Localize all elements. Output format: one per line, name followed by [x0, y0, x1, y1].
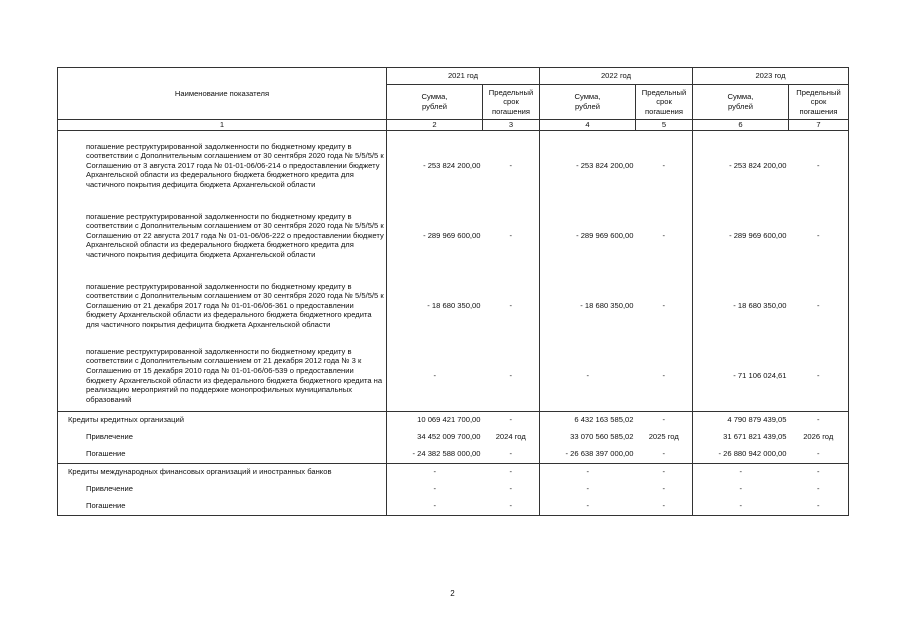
- term-cell: -: [483, 271, 540, 341]
- col-number: 7: [789, 120, 849, 131]
- term-cell: 2026 год: [789, 429, 849, 446]
- table-row: [58, 446, 849, 464]
- sum-cell: - 18 680 350,00: [580, 300, 634, 310]
- term-cell: 2024 год: [483, 429, 540, 446]
- row-label: погашение реструктурированной задолженности по бюджетному кредиту в соответствии с Дополнительным соглашением от 30 сентября 2020 года № 5/5/5/5 к Соглашению от 3 августа 2017 года № 01-01-06/06-214 о предоставлении бюджету Архангельской области из федерального бюджета бюджетного кредита для частичного покрытия дефицита бюджета Архангельской области: [58, 130, 387, 201]
- header-year-2023: 2023 год: [693, 68, 849, 85]
- sum-cell: - 253 824 200,00: [693, 130, 789, 201]
- term-cell: -: [789, 271, 849, 341]
- sum-cell: -: [433, 501, 437, 511]
- sum-cell: - 18 680 350,00: [427, 300, 481, 310]
- col-number: 4: [540, 120, 636, 131]
- sum-cell: - 24 382 588 000,00: [412, 449, 481, 459]
- term-cell: -: [483, 463, 540, 481]
- term-cell: -: [789, 498, 849, 516]
- sum-cell: - 289 969 600,00: [423, 230, 481, 240]
- sum-cell: -: [540, 463, 636, 481]
- row-label: Кредиты кредитных организаций: [58, 411, 387, 429]
- term-cell: -: [789, 130, 849, 201]
- term-cell: -: [483, 201, 540, 271]
- sum-cell: - 289 969 600,00: [729, 230, 787, 240]
- sum-cell: 10 069 421 700,00: [387, 411, 483, 429]
- table-row: [58, 341, 849, 412]
- sum-cell: -: [586, 370, 590, 380]
- sum-cell: -: [739, 484, 743, 494]
- row-label: Привлечение: [58, 429, 387, 446]
- row-label: погашение реструктурированной задолженности по бюджетному кредиту в соответствии с Дополнительным соглашением от 21 декабря 2012 года № 3 к Соглашению от 15 декабря 2010 года № 01-01-06/06-539 о предоставлении бюджету Архангельской области из федерального бюджета бюджетного кредита на реализацию мероприятий по поддержке монопрофильных муниципальных образований: [58, 341, 387, 412]
- page-number: 2: [450, 589, 455, 598]
- term-cell: -: [636, 130, 693, 201]
- sum-cell: - 26 880 942 000,00: [718, 449, 787, 459]
- col-number: 6: [693, 120, 789, 131]
- sum-cell: -: [586, 501, 590, 511]
- header-year-2021: 2021 год: [387, 68, 540, 85]
- sum-cell: 4 790 879 439,05: [693, 411, 789, 429]
- table-row: [58, 271, 849, 341]
- term-cell: -: [483, 498, 540, 516]
- sum-cell: -: [739, 501, 743, 511]
- header-sum: Сумма, рублей: [387, 85, 483, 120]
- term-cell: -: [636, 498, 693, 516]
- sum-cell: - 71 106 024,61: [733, 370, 787, 380]
- sum-cell: - 26 638 397 000,00: [565, 449, 634, 459]
- table-row: [58, 481, 849, 498]
- header-sum: Сумма, рублей: [540, 85, 636, 120]
- row-label: Погашение: [58, 446, 387, 464]
- table-row: [58, 429, 849, 446]
- sum-cell: 6 432 163 585,02: [540, 411, 636, 429]
- sum-cell: - 253 824 200,00: [540, 130, 636, 201]
- sum-cell: 31 671 821 439,05: [723, 432, 787, 442]
- row-label: погашение реструктурированной задолженности по бюджетному кредиту в соответствии с Дополнительным соглашением от 30 сентября 2020 года № 5/5/5/5 к Соглашению от 21 декабря 2017 года № 01-01-06/06-361 о предоставлении бюджету Архангельской области из федерального бюджета бюджетного кредита для частичного покрытия дефицита бюджета Архангельской области: [58, 271, 387, 341]
- term-cell: -: [636, 481, 693, 498]
- row-label: Погашение: [58, 498, 387, 516]
- sum-cell: 34 452 009 700,00: [417, 432, 481, 442]
- sum-cell: - 18 680 350,00: [733, 300, 787, 310]
- term-cell: -: [789, 463, 849, 481]
- term-cell: -: [789, 411, 849, 429]
- term-cell: -: [789, 481, 849, 498]
- term-cell: -: [483, 341, 540, 412]
- table-row: [58, 201, 849, 271]
- term-cell: 2025 год: [636, 429, 693, 446]
- table-row: [58, 463, 849, 481]
- header-name: Наименование показателя: [58, 68, 387, 120]
- sum-cell: 33 070 560 585,02: [570, 432, 634, 442]
- term-cell: -: [636, 446, 693, 464]
- term-cell: -: [789, 341, 849, 412]
- term-cell: -: [483, 130, 540, 201]
- term-cell: -: [636, 341, 693, 412]
- term-cell: -: [636, 201, 693, 271]
- term-cell: -: [483, 481, 540, 498]
- row-label: Привлечение: [58, 481, 387, 498]
- sum-cell: - 253 824 200,00: [387, 130, 483, 201]
- header-year-2022: 2022 год: [540, 68, 693, 85]
- header-col-numbers: [58, 120, 849, 131]
- col-number: 1: [58, 120, 387, 131]
- header-term: Предельный срок погашения: [483, 85, 540, 120]
- sum-cell: -: [693, 463, 789, 481]
- table-row: [58, 498, 849, 516]
- header-term: Предельный срок погашения: [789, 85, 849, 120]
- table-row: [58, 130, 849, 201]
- row-label: погашение реструктурированной задолженности по бюджетному кредиту в соответствии с Дополнительным соглашением от 30 сентября 2020 года № 5/5/5/5 к Соглашению от 22 августа 2017 года № 01-01-06/06-222 о предоставлении бюджету Архангельской области из федерального бюджета бюджетного кредита для частичного покрытия дефицита бюджета Архангельской области: [58, 201, 387, 271]
- col-number: 3: [483, 120, 540, 131]
- col-number: 5: [636, 120, 693, 131]
- budget-table: [57, 67, 849, 516]
- sum-cell: -: [433, 370, 437, 380]
- sum-cell: -: [433, 484, 437, 494]
- term-cell: -: [789, 446, 849, 464]
- term-cell: -: [636, 411, 693, 429]
- header-sum: Сумма, рублей: [693, 85, 789, 120]
- term-cell: -: [483, 446, 540, 464]
- term-cell: -: [636, 271, 693, 341]
- row-label: Кредиты международных финансовых организаций и иностранных банков: [58, 463, 387, 481]
- col-number: 2: [387, 120, 483, 131]
- sum-cell: - 289 969 600,00: [576, 230, 634, 240]
- term-cell: -: [636, 463, 693, 481]
- table-row: [58, 411, 849, 429]
- sum-cell: -: [387, 463, 483, 481]
- header-years-row: [58, 68, 849, 85]
- sum-cell: -: [586, 484, 590, 494]
- header-term: Предельный срок погашения: [636, 85, 693, 120]
- term-cell: -: [789, 201, 849, 271]
- term-cell: -: [483, 411, 540, 429]
